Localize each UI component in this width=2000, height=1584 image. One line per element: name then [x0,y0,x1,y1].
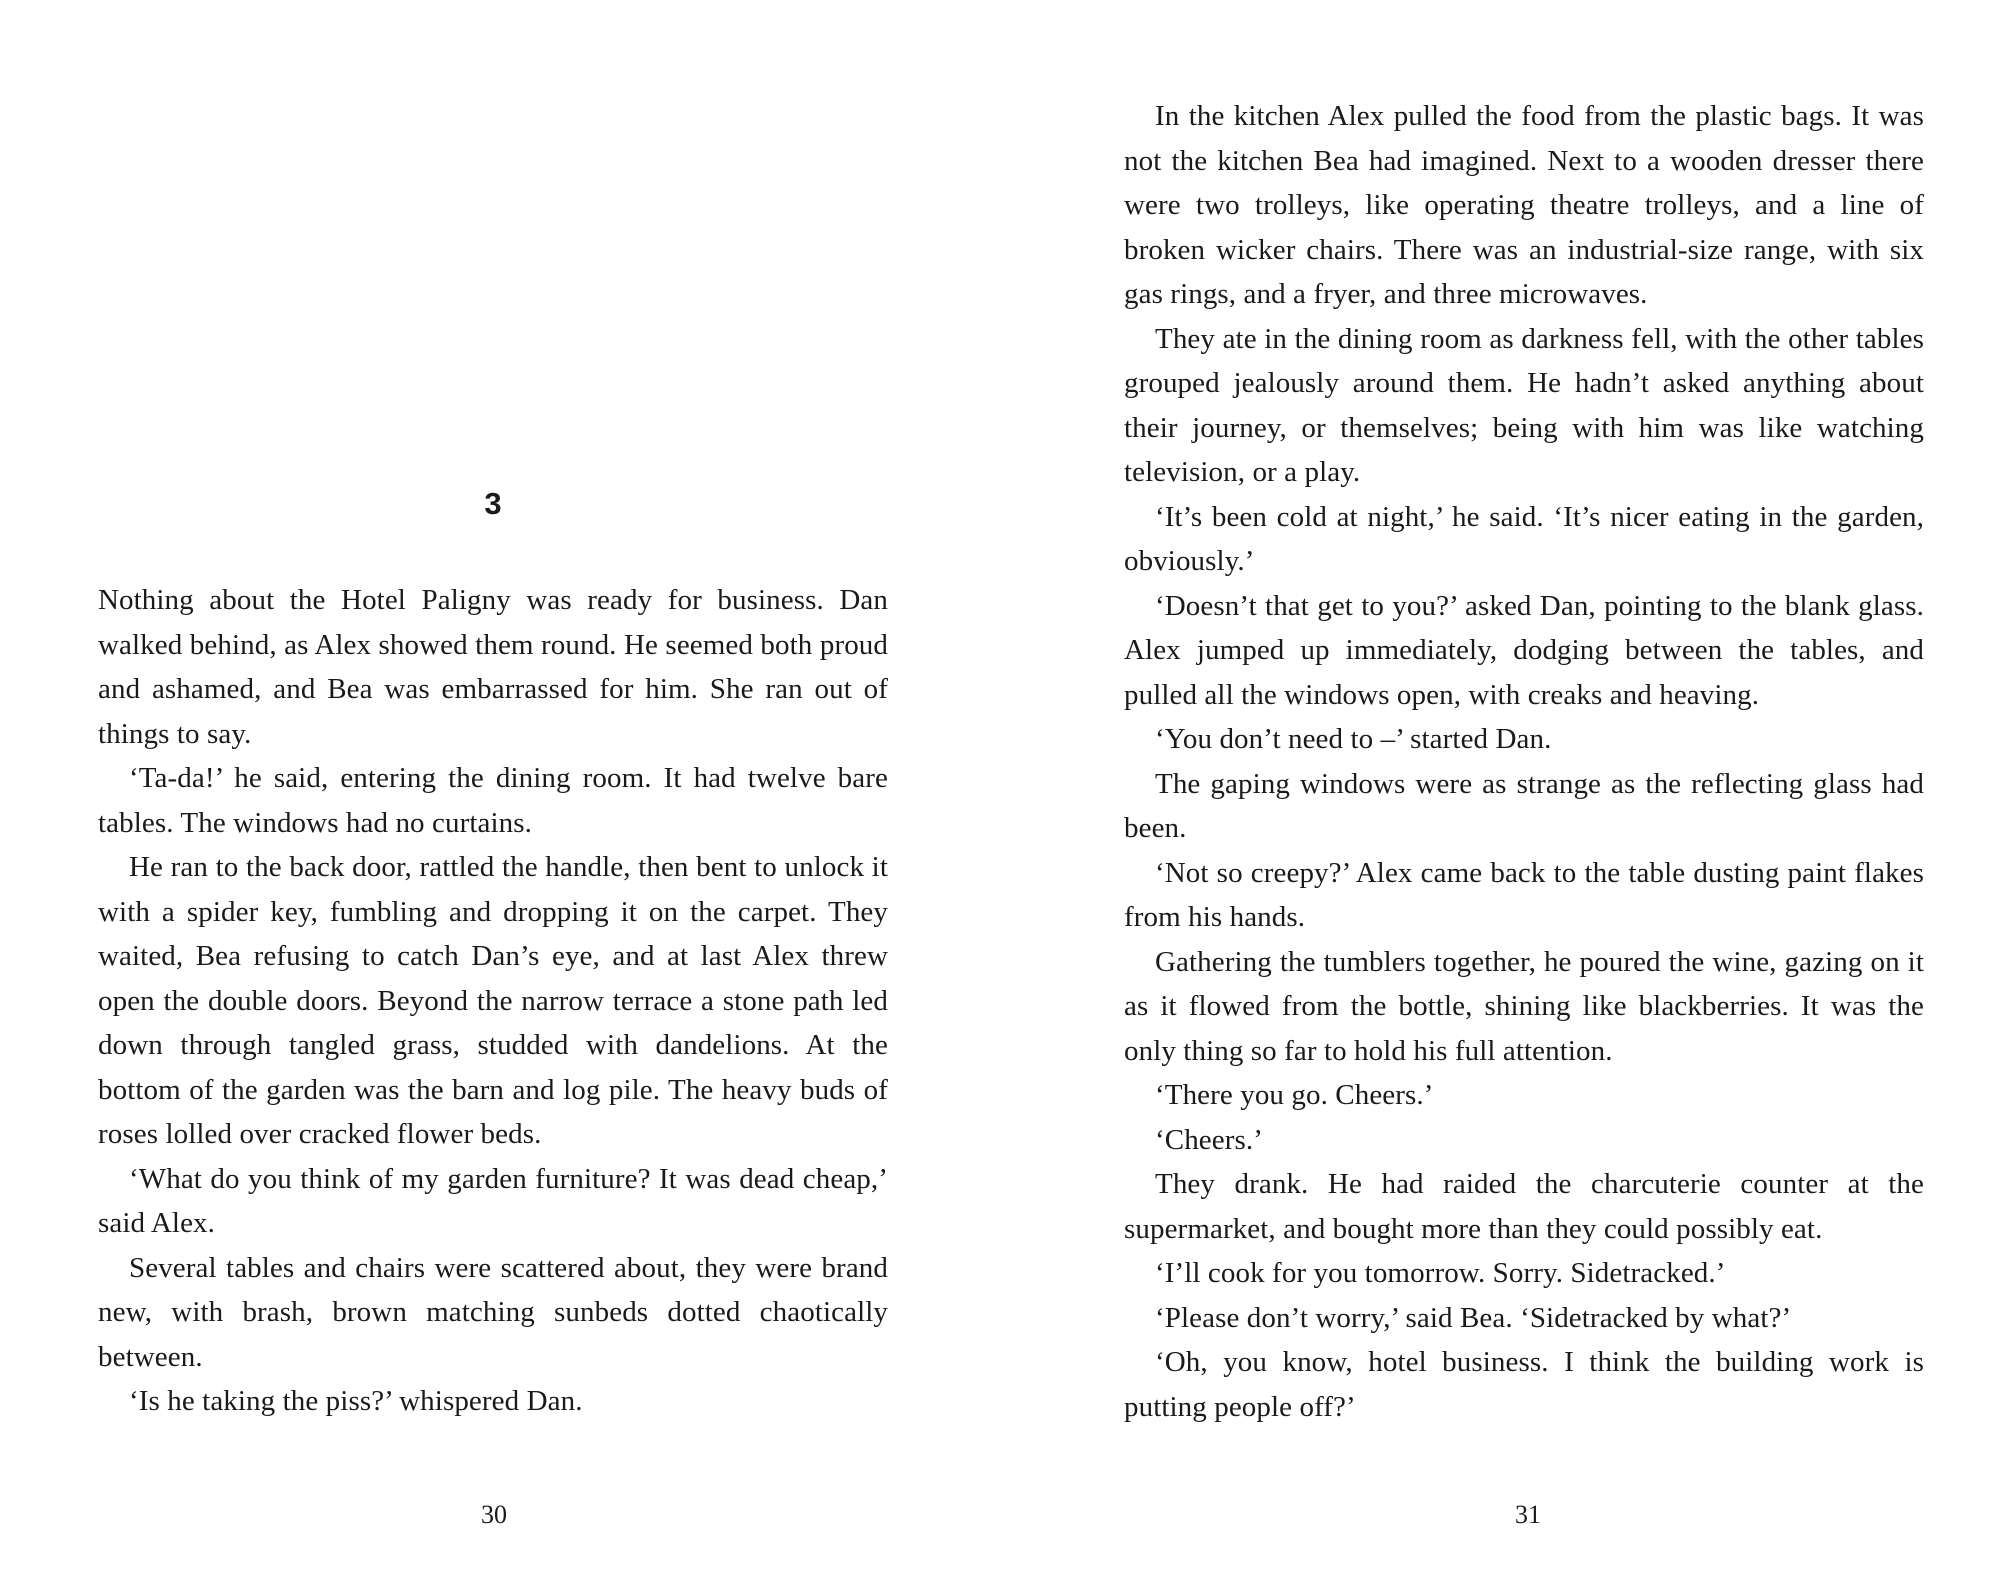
paragraph: ‘Please don’t worry,’ said Bea. ‘Sidetracked by what?’ [1155,1301,1792,1334]
chapter-number: 3 [484,486,502,521]
paragraph: ‘Ta-da!’ he said, entering the dining room. It had twelve bare tables. The windows had no curtains. [98,762,888,839]
paragraph: ‘Not so creepy?’ Alex came back to the table dusting paint flakes from his hands. [1124,856,1924,933]
left-page [98,0,888,1584]
right-page-body [1124,94,1924,1429]
paragraph: ‘Is he taking the piss?’ whispered Dan. [129,1385,583,1417]
left-page-body [98,578,888,1424]
paragraph: ‘Oh, you know, hotel business. I think the building work is putting people off?’ [1124,1346,1924,1423]
paragraph: ‘Doesn’t that get to you?’ asked Dan, pointing to the blank glass. Alex jumped up immediately, dodging between the tables, and pulled all the windows open, with creaks and heaving. [1124,589,1924,711]
paragraph: Gathering the tumblers together, he poured the wine, gazing on it as it flowed from the bottle, shining like blackberries. It was the only thing so far to hold his full attention. [1124,945,1924,1067]
page-number: 30 [481,1500,507,1529]
paragraph: In the kitchen Alex pulled the food from the plastic bags. It was not the kitchen Bea had imagined. Next to a wooden dresser there were two trolleys, like operating theatre trolleys, and a line of broken wicker chairs. There was an industrial-size range, with six gas rings, and a fryer, and three microwaves. [1124,100,1924,310]
page-number: 31 [1515,1500,1541,1529]
paragraph: ‘There you go. Cheers.’ [1155,1079,1434,1111]
paragraph: ‘Cheers.’ [1155,1123,1263,1156]
paragraph: The gaping windows were as strange as the reflecting glass had been. [1124,767,1924,844]
paragraph: They drank. He had raided the charcuterie counter at the supermarket, and bought more than they could possibly eat. [1124,1168,1924,1245]
right-page [1124,0,1924,1584]
paragraph: Several tables and chairs were scattered about, they were brand new, with brash, brown matching sunbeds dotted chaotically between. [98,1251,888,1373]
paragraph: ‘What do you think of my garden furniture? It was dead cheap,’ said Alex. [98,1162,888,1239]
paragraph: They ate in the dining room as darkness fell, with the other tables grouped jealously around them. He hadn’t asked anything about their journey, or themselves; being with him was like watching television, or a play. [1124,322,1924,488]
paragraph: ‘It’s been cold at night,’ he said. ‘It’s nicer eating in the garden, obviously.’ [1124,500,1924,577]
paragraph: ‘You don’t need to –’ started Dan. [1155,723,1552,755]
paragraph: Nothing about the Hotel Paligny was ready for business. Dan walked behind, as Alex showed them round. He seemed both proud and ashamed, and Bea was embarrassed for him. She ran out of things to say. [98,584,888,750]
paragraph: ‘I’ll cook for you tomorrow. Sorry. Sidetracked.’ [1155,1257,1726,1289]
paragraph: He ran to the back door, rattled the handle, then bent to unlock it with a spider key, fumbling and dropping it on the carpet. They waited, Bea refusing to catch Dan’s eye, and at last Alex threw open the double doors. Beyond the narrow terrace a stone path led down through tangled grass, studded with dandelions. At the bottom of the garden was the barn and log pile. The heavy buds of roses lolled over cracked flower beds. [98,851,888,1150]
